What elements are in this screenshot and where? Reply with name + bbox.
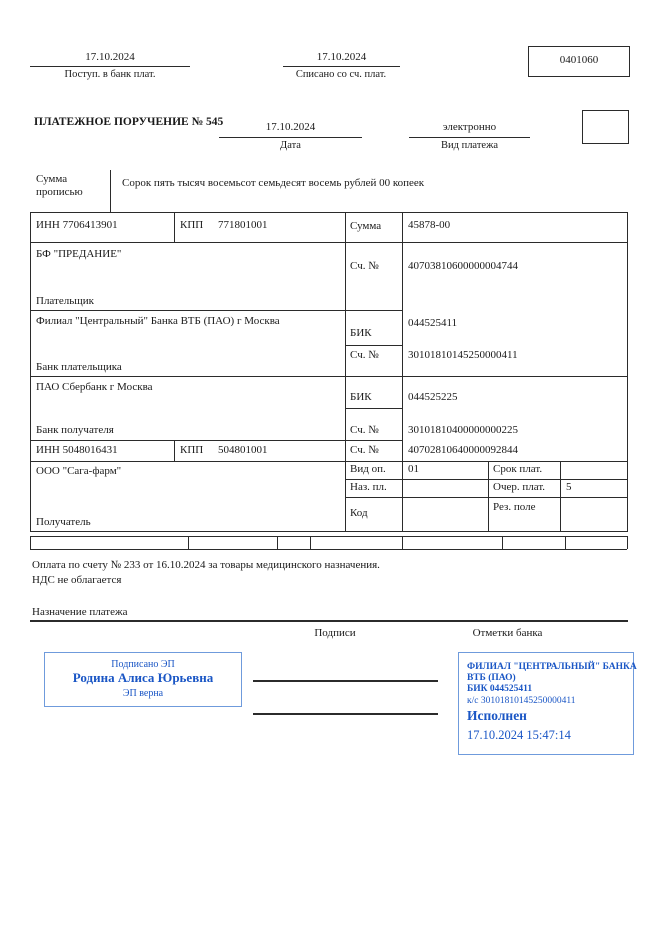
grid-line xyxy=(30,536,31,549)
vid-op-value: 01 xyxy=(408,463,419,475)
grid-line xyxy=(488,461,489,531)
debited-label: Списано со сч. плат. xyxy=(295,69,387,80)
payer-bank-account-label: Сч. № xyxy=(350,349,379,361)
beneficiary-account-label: Сч. № xyxy=(350,444,379,456)
grid-line xyxy=(30,212,31,532)
grid-line xyxy=(345,408,402,409)
payer-bank-bik: 044525411 xyxy=(408,317,458,329)
sum-value: 45878-00 xyxy=(408,219,451,231)
grid-line xyxy=(402,536,403,549)
grid-line xyxy=(30,440,402,441)
payer-bank-label: Банк плательщика xyxy=(36,361,122,373)
stamp-datetime: 17.10.2024 15:47:14 xyxy=(467,728,571,742)
beneficiary-bank-account-label: Сч. № xyxy=(350,424,379,436)
vid-op-label: Вид оп. xyxy=(350,463,386,475)
status-code-box xyxy=(582,110,629,144)
grid-line xyxy=(345,479,628,480)
grid-line xyxy=(30,66,190,67)
ocher-plat-label: Очер. плат. xyxy=(493,481,546,493)
bank-stamp xyxy=(458,652,637,755)
beneficiary-bank-bik-label: БИК xyxy=(350,391,372,403)
grid-line xyxy=(283,66,400,67)
beneficiary-label: Получатель xyxy=(36,516,91,528)
grid-line xyxy=(30,531,628,532)
form-code: 0401060 xyxy=(559,54,599,66)
received-in-bank-label: Поступ. в банк плат. xyxy=(64,69,156,80)
grid-line xyxy=(345,345,402,346)
kod-label: Код xyxy=(350,507,368,519)
beneficiary-account: 40702810640000092844 xyxy=(408,444,518,456)
bank-marks-label: Отметки банка xyxy=(472,627,543,639)
naz-pl-label: Наз. пл. xyxy=(350,481,387,493)
esign-name: Родина Алиса Юрьевна xyxy=(72,670,214,685)
beneficiary-bank-name: ПАО Сбербанк г Москва xyxy=(36,381,153,393)
payment-kind-value: электронно xyxy=(442,121,497,133)
sum-label: Сумма xyxy=(350,220,382,232)
grid-line xyxy=(402,212,403,531)
beneficiary-bank-bik: 044525225 xyxy=(408,391,458,403)
beneficiary-bank-label: Банк получателя xyxy=(36,424,114,436)
date-label: Дата xyxy=(280,140,301,151)
grid-line xyxy=(174,440,175,461)
grid-line xyxy=(30,549,627,550)
grid-line xyxy=(219,137,362,138)
signature-line-1 xyxy=(253,680,438,682)
beneficiary-inn: ИНН 5048016431 xyxy=(36,444,118,456)
payer-bank-account: 30101810145250000411 xyxy=(408,349,518,361)
amount-in-words: Сорок пять тысяч восемьсот семьдесят восемь рублей 00 копеек xyxy=(122,177,425,189)
grid-line xyxy=(30,310,402,311)
grid-line xyxy=(30,212,628,213)
grid-line xyxy=(560,461,561,531)
payer-account-label: Сч. № xyxy=(350,260,379,272)
grid-line xyxy=(30,376,628,377)
grid-line xyxy=(30,536,627,537)
grid-line xyxy=(110,170,111,213)
stamp-bik: БИК 044525411 xyxy=(467,684,533,694)
payer-name: БФ "ПРЕДАНИЕ" xyxy=(36,248,122,260)
amount-in-words-label: Сумма прописью xyxy=(36,173,83,199)
grid-line xyxy=(277,536,278,549)
ocher-plat-value: 5 xyxy=(566,481,572,493)
stamp-bank-line2: ВТБ (ПАО) xyxy=(467,673,516,683)
beneficiary-kpp: 504801001 xyxy=(218,444,268,456)
grid-line xyxy=(345,497,628,498)
payer-label: Плательщик xyxy=(36,295,94,307)
payment-kind-label: Вид платежа xyxy=(440,140,498,151)
esign-stamp xyxy=(44,652,242,707)
purpose-line1: Оплата по счету № 233 от 16.10.2024 за товары медицинского назначения. xyxy=(32,559,380,571)
grid-line xyxy=(174,212,175,242)
received-in-bank-date: 17.10.2024 xyxy=(85,51,135,63)
signature-line-2 xyxy=(253,713,438,715)
document-date: 17.10.2024 xyxy=(265,121,316,133)
payer-kpp-label: КПП xyxy=(180,219,204,231)
grid-line xyxy=(409,137,530,138)
stamp-bank-line1: ФИЛИАЛ "ЦЕНТРАЛЬНЫЙ" БАНКА xyxy=(467,662,637,672)
beneficiary-kpp-label: КПП xyxy=(180,444,204,456)
beneficiary-bank-account: 30101810400000000225 xyxy=(408,424,518,436)
grid-line xyxy=(30,461,628,462)
grid-line xyxy=(310,536,311,549)
purpose-label: Назначение платежа xyxy=(32,606,128,618)
grid-line xyxy=(565,536,566,549)
debited-date: 17.10.2024 xyxy=(316,51,367,63)
rez-pole-label: Рез. поле xyxy=(493,501,536,513)
stamp-corr-account: к/с 30101810145250000411 xyxy=(467,696,576,706)
esign-line3: ЭП верна xyxy=(122,688,164,699)
srok-plat-label: Срок плат. xyxy=(493,463,543,475)
grid-line xyxy=(627,212,628,532)
form-code-box xyxy=(528,46,630,77)
document-title: ПЛАТЕЖНОЕ ПОРУЧЕНИЕ № 545 xyxy=(34,116,224,128)
payer-account: 40703810600000004744 xyxy=(408,260,518,272)
grid-line xyxy=(627,536,628,549)
stamp-status: Исполнен xyxy=(467,708,527,723)
payer-inn: ИНН 7706413901 xyxy=(36,219,118,231)
grid-line xyxy=(345,212,346,531)
grid-line xyxy=(502,536,503,549)
payer-kpp: 771801001 xyxy=(218,219,268,231)
grid-line xyxy=(188,536,189,549)
grid-line xyxy=(30,242,628,243)
beneficiary-name: ООО "Сага-фарм" xyxy=(36,465,122,477)
purpose-line2: НДС не облагается xyxy=(32,574,122,586)
payer-bank-name: Филиал "Центральный" Банка ВТБ (ПАО) г Москва xyxy=(36,315,280,327)
grid-line xyxy=(30,620,628,622)
esign-line1: Подписано ЭП xyxy=(111,659,175,670)
payer-bank-bik-label: БИК xyxy=(350,327,372,339)
signatures-label: Подписи xyxy=(314,627,356,639)
